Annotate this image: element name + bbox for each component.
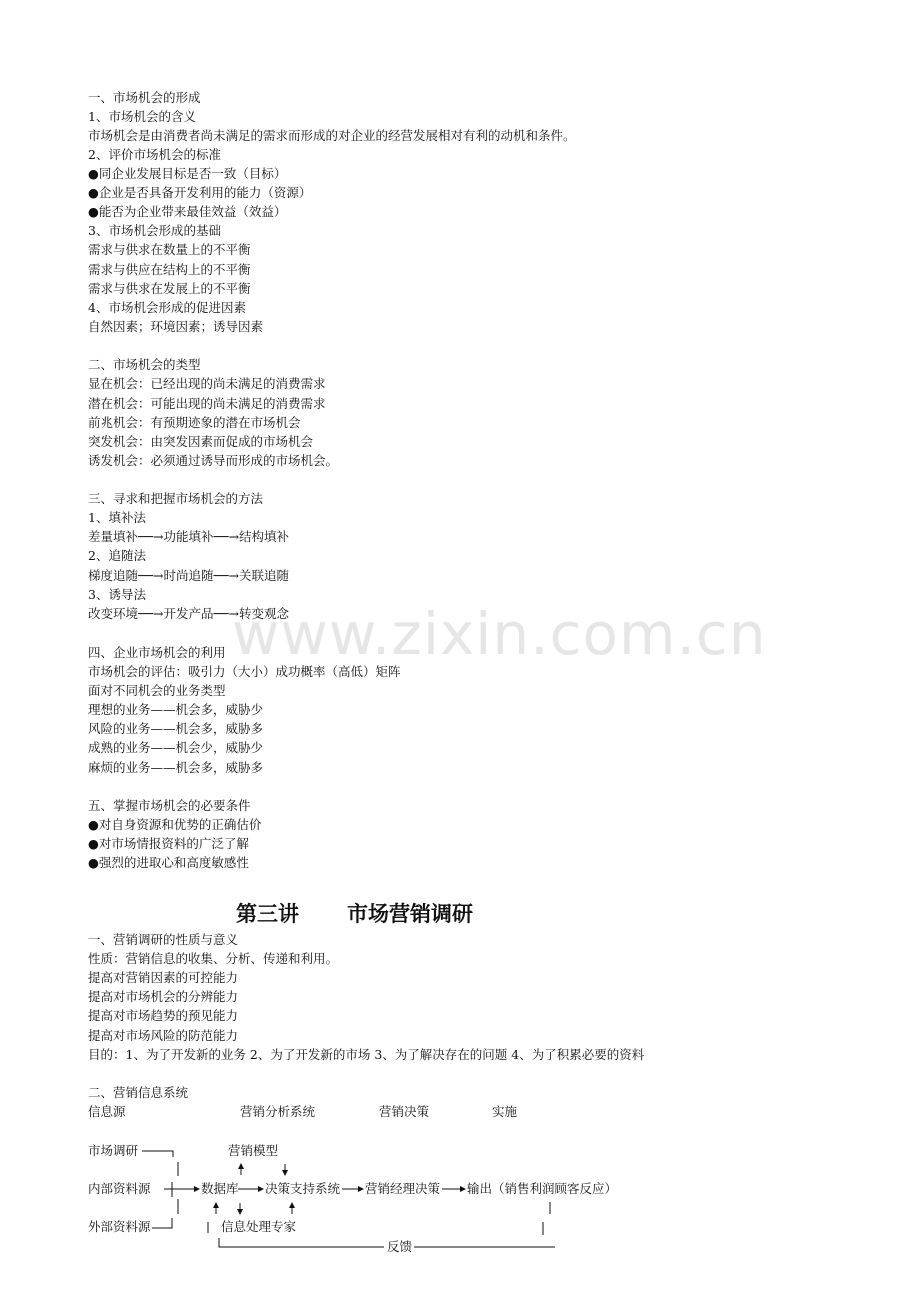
text-line: 市场机会是由消费者尚未满足的需求而形成的对企业的经营发展相对有利的动机和条件。 [88, 128, 576, 143]
lecture-topic: 市场营销调研 [347, 902, 473, 926]
text-line: 1、填补法 [88, 510, 146, 525]
text-line: 提高对市场趋势的预见能力 [88, 1008, 239, 1023]
text-line: 提高对市场风险的防范能力 [88, 1028, 239, 1043]
bullet-line: ●对自身资源和优势的正确估价 [88, 817, 262, 832]
node-database: 数据库 [201, 1181, 239, 1196]
watermark: www.zixin.com.cn [232, 600, 767, 668]
text-line: 潜在机会：可能出现的尚未满足的消费需求 [88, 396, 326, 411]
text-line: 改变环境──→开发产品──→转变观念 [88, 606, 290, 621]
heading-3: 三、寻求和把握市场机会的方法 [88, 491, 264, 506]
text-line: 面对不同机会的业务类型 [88, 683, 226, 698]
text-line: 突发机会：由突发因素而促成的市场机会 [88, 434, 314, 449]
text-line: 差量填补──→功能填补──→结构填补 [88, 529, 290, 544]
text-line: 2、追随法 [88, 548, 146, 563]
heading-7: 二、营销信息系统 [88, 1085, 189, 1100]
heading-6: 一、营销调研的性质与意义 [88, 932, 239, 947]
connector-external-data [152, 1218, 172, 1228]
text-line: 性质：营销信息的收集、分析、传递和利用。 [88, 951, 339, 966]
text-line: 3、诱导法 [88, 587, 146, 602]
header-decision: 营销决策 [379, 1104, 430, 1119]
node-dss: 决策支持系统 [265, 1181, 341, 1196]
text-line: 理想的业务——机会多，威胁少 [88, 702, 264, 717]
text-line: 1、市场机会的含义 [88, 109, 196, 124]
header-analysis-system: 营销分析系统 [240, 1104, 316, 1119]
bullet-line: ●对市场情报资料的广泛了解 [88, 836, 249, 851]
bullet-line: ●能否为企业带来最佳效益（效益） [88, 204, 287, 219]
node-external-data: 外部资料源 [88, 1219, 151, 1234]
text-line: 市场机会的评估：吸引力（大小）成功概率（高低）矩阵 [88, 664, 401, 679]
connector-market-research [142, 1151, 173, 1157]
text-line: 麻烦的业务——机会多，威胁多 [88, 760, 264, 775]
text-line: 自然因素；环境因素；诱导因素 [88, 319, 264, 334]
text-line: 3、市场机会形成的基础 [88, 223, 221, 238]
text-line: 梯度追随──→时尚追随──→关联追随 [88, 568, 290, 583]
heading-1: 一、市场机会的形成 [88, 90, 201, 105]
node-feedback: 反馈 [384, 1239, 415, 1255]
text-line: 前兆机会：有预期迹象的潜在市场机会 [88, 415, 301, 430]
lecture-number: 第三讲 [236, 902, 299, 926]
node-output: 输出（销售利润顾客反应） [467, 1181, 618, 1196]
node-manager-decision: 营销经理决策 [365, 1181, 441, 1196]
heading-2: 二、市场机会的类型 [88, 357, 201, 372]
node-market-research: 市场调研 [88, 1143, 139, 1158]
text-line: 需求与供求在发展上的不平衡 [88, 281, 251, 296]
feedback-line-left [219, 1238, 384, 1247]
node-expert: 信息处理专家 [221, 1219, 297, 1234]
text-line: 显在机会：已经出现的尚未满足的消费需求 [88, 376, 326, 391]
bullet-line: ●同企业发展目标是否一致（目标） [88, 166, 287, 181]
bullet-line: ●企业是否具备开发利用的能力（资源） [88, 185, 312, 200]
bullet-line: ●强烈的进取心和高度敏感性 [88, 855, 249, 870]
header-info-source: 信息源 [88, 1104, 126, 1119]
text-line: 提高对市场机会的分辨能力 [88, 989, 239, 1004]
text-line: 成熟的业务——机会少，威胁少 [88, 740, 264, 755]
text-line: 2、评价市场机会的标准 [88, 147, 221, 162]
node-marketing-model: 营销模型 [228, 1143, 279, 1158]
header-implementation: 实施 [492, 1104, 518, 1119]
text-line: 4、市场机会形成的促进因素 [88, 300, 246, 315]
heading-5: 五、掌握市场机会的必要条件 [88, 798, 251, 813]
node-internal-data: 内部资料源 [88, 1181, 151, 1196]
text-line: 需求与供应在结构上的不平衡 [88, 262, 251, 277]
heading-4: 四、企业市场机会的利用 [88, 645, 226, 660]
text-line: 诱发机会：必须通过诱导而形成的市场机会。 [88, 453, 339, 468]
text-line: 目的：1、为了开发新的业务 2、为了开发新的市场 3、为了解决存在的问题 4、为了积累必要的资料 [88, 1047, 645, 1062]
text-line: 风险的业务——机会多，威胁多 [88, 721, 264, 736]
text-line: 提高对营销因素的可控能力 [88, 970, 239, 985]
text-line: 需求与供求在数量上的不平衡 [88, 242, 251, 257]
